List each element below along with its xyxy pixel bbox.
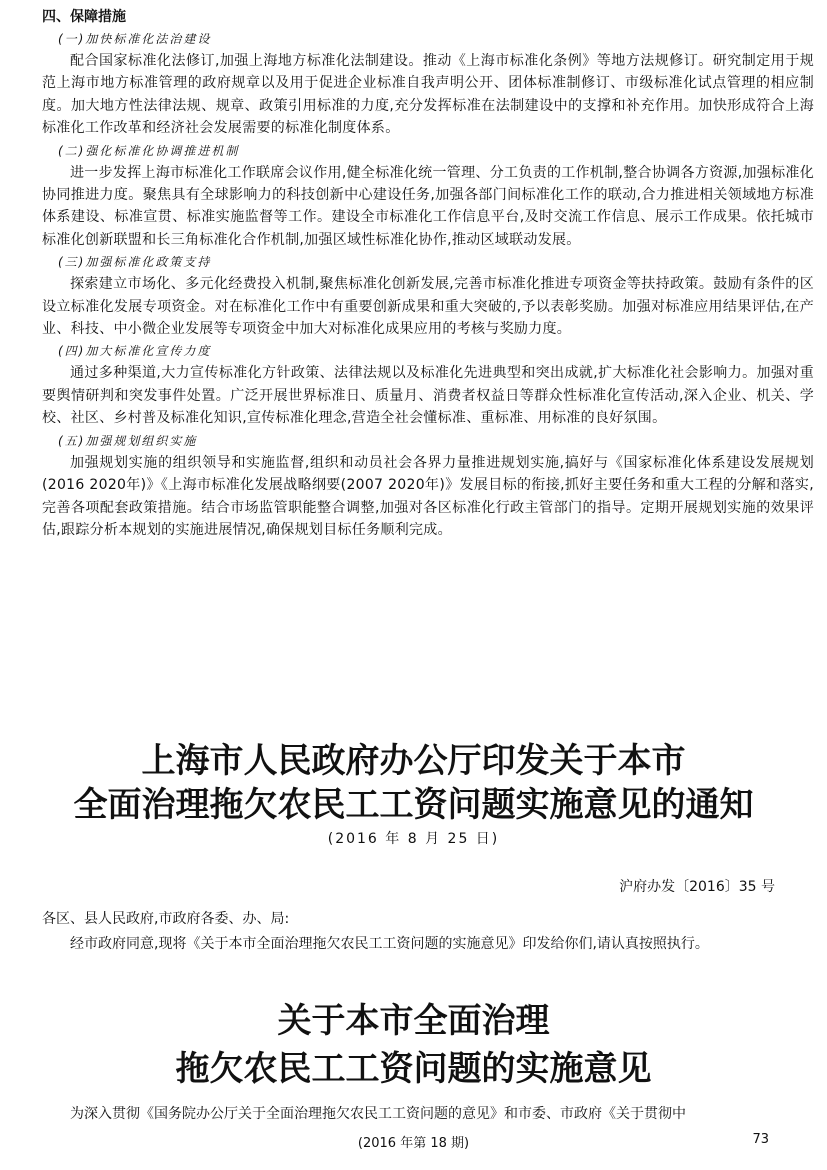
addressee: 各区、县人民政府,市政府各委、办、局: [42, 911, 290, 927]
measure-heading-3: (三)加强标准化政策支持 [58, 255, 212, 270]
notice-date: (2016 年 8 月 25 日) [327, 831, 500, 847]
opinion-title-line-1: 关于本市全面治理 [277, 1001, 550, 1041]
notice-title-line-1: 上海市人民政府办公厅印发关于本市 [141, 741, 686, 781]
opinion-title-line-2: 拖欠农民工工资问题的实施意见 [175, 1049, 652, 1089]
notice-title-line-2: 全面治理拖欠农民工工资问题实施意见的通知 [73, 785, 754, 825]
opinion-intro: 为深入贯彻《国务院办公厅关于全面治理拖欠农民工工资问题的意见》和市委、市政府《关于贯彻中 [70, 1106, 686, 1122]
measure-text-2: 进一步发挥上海市标准化工作联席会议作用,健全标准化统一管理、分工负责的工作机制,整合协调各方资源,加强标准化协同推进力度。聚焦具有全球影响力的科技创新中心建设任务,加强各部门间标准化工作的联动,合力推进相关领域地方标准体系建设、标准宣贯、标准实施监督等工作。建设全市标准化工作信息平台,及时交流工作信息、展示工作成果。依托城市标准化创新联盟和长三角标准化合作机制,加强区域性标准化协作,推动区域联动发展。 [42, 164, 814, 248]
page-number: 73 [752, 1132, 769, 1147]
measure-heading-5: (五)加强规划组织实施 [58, 433, 198, 448]
measure-text-1: 配合国家标准化法修订,加强上海地方标准化法制建设。推动《上海市标准化条例》等地方法规修订。研究制定用于规范上海市地方标准管理的政府规章以及用于促进企业标准自我声明公开、团体标准制修订、市级标准化试点管理的相应制度。加大地方性法律法规、规章、政策引用标准的力度,充分发挥标准在法制建设中的支撑和补充作用。加快形成符合上海标准化工作改革和经济社会发展需要的标准化制度体系。 [42, 53, 814, 137]
measure-text-5: 加强规划实施的组织领导和实施监督,组织和动员社会各界力量推进规划实施,搞好与《国家标准化体系建设发展规划(2016 2020年)》《上海市标准化发展战略纲要(2007 2020年)》发展目标的衔接,抓好主要任务和重大工程的分解和落实,完善各项配套政策措施。结合市场监管职能整合调整,加强对各区标准化行政主管部门的指导。定期开展规划实施的效果评估,跟踪分析本规划的实施进展情况,确保规划目标任务顺利完成。 [42, 454, 814, 538]
measure-heading-1: (一)加快标准化法治建设 [58, 32, 212, 46]
measure-heading-2: (二)强化标准化协调推进机制 [58, 143, 240, 158]
footer-issue: (2016 年第 18 期) [357, 1136, 470, 1151]
measure-text-4: 通过多种渠道,大力宣传标准化方针政策、法律法规以及标准化先进典型和突出成就,扩大标准化社会影响力。加强对重要舆情研判和突发事件处置。广泛开展世界标准日、质量月、消费者权益日等群众性标准化宣传活动,深入企业、机关、学校、社区、乡村普及标准化知识,宣传标准化理念,营造全社会懂标准、重标准、用标准的良好氛围。 [42, 365, 814, 427]
measures-section [42, 6, 814, 541]
document-number: 沪府办发〔2016〕35 号 [619, 879, 775, 895]
notice-body: 经市政府同意,现将《关于本市全面治理拖欠农民工工资问题的实施意见》印发给你们,请认真按照执行。 [70, 936, 709, 952]
measure-text-3: 探索建立市场化、多元化经费投入机制,聚焦标准化创新发展,完善市标准化推进专项资金等扶持政策。鼓励有条件的区设立标准化发展专项资金。对在标准化工作中有重要创新成果和重大突破的,予以表彰奖励。加强对标准应用结果评估,在产业、科技、中小微企业发展等专项资金中加大对标准化成果应用的考核与奖励力度。 [42, 276, 814, 338]
section-heading: 四、保障措施 [42, 9, 126, 25]
measure-heading-4: (四)加大标准化宣传力度 [58, 344, 212, 359]
